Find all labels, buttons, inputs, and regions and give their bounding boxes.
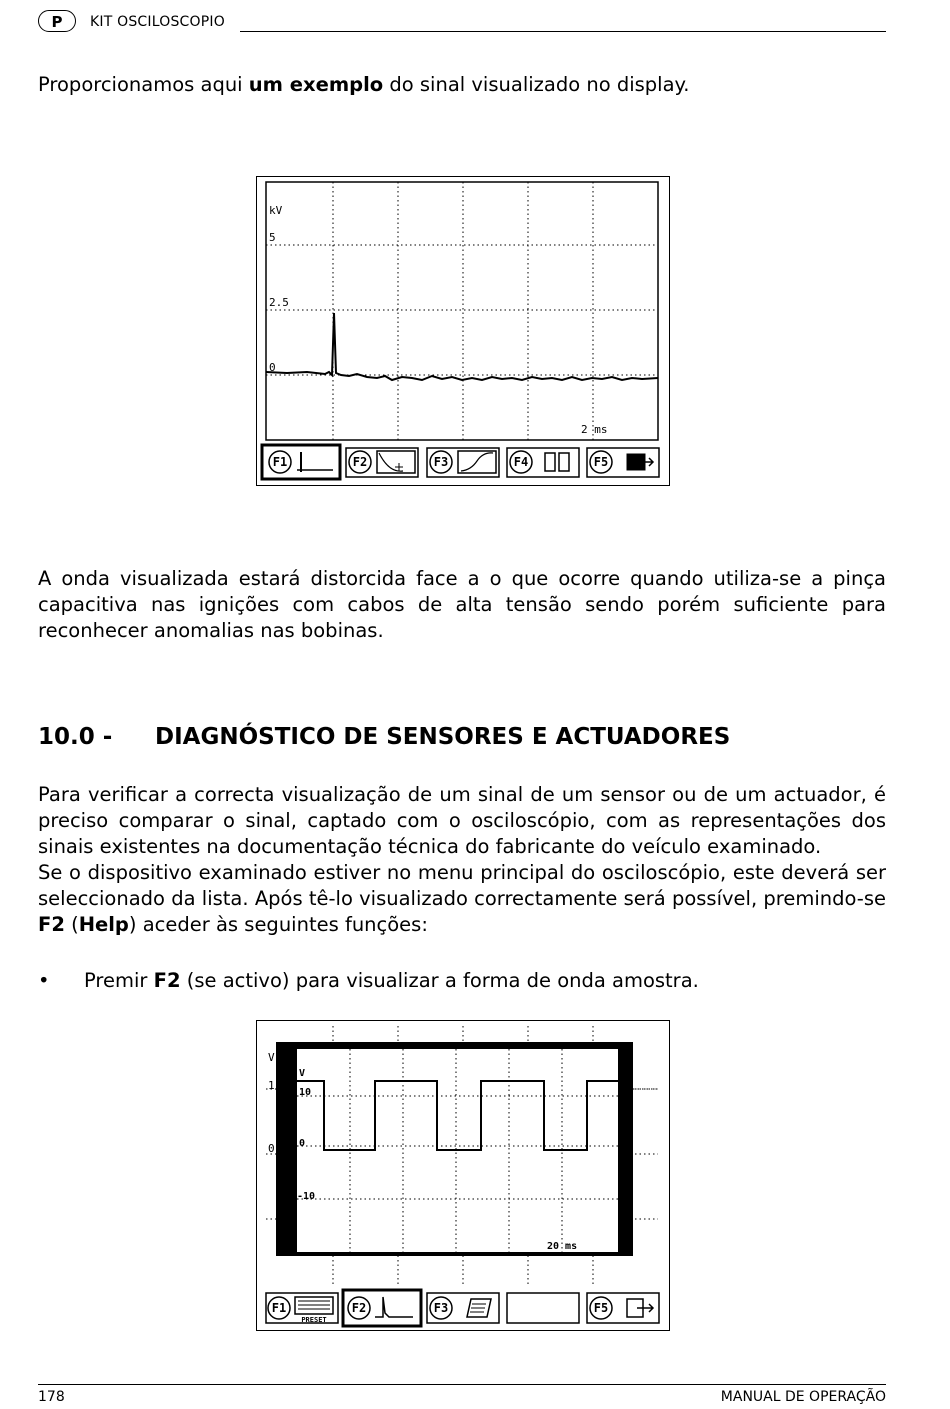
preset-label: PRESET: [301, 1316, 327, 1324]
help-function-paragraph: [38, 860, 886, 938]
section-number: 10.0 -: [38, 724, 113, 750]
language-badge: P: [38, 10, 76, 32]
f1-key-label-2: F1: [271, 1301, 287, 1315]
header-rule: [240, 31, 886, 32]
oscilloscope-screen-1: [256, 176, 670, 486]
intro-text-end: do sinal visualizado no display.: [383, 73, 690, 96]
bullet-item: [84, 968, 886, 994]
inner-tick-minus-10: -10: [297, 1191, 316, 1202]
section-title: DIAGNÓSTICO DE SENSORES E ACTUADORES: [155, 724, 731, 750]
outer-y-unit: V: [268, 1051, 275, 1064]
footer-rule: [38, 1384, 886, 1385]
verification-paragraph: Para verificar a correcta visualização de um sinal de um sensor ou de um actuador, é preciso comparar o sinal, captado com o osciloscópio, com as representações dos sinais existentes na documentação técnica do fabricante do veículo examinado.: [38, 783, 886, 858]
page-number: 178: [38, 1389, 65, 1405]
bullet-text: Premir: [84, 969, 154, 992]
inner-tick-10: 10: [299, 1087, 312, 1098]
oscilloscope-screen-2: [256, 1020, 670, 1331]
help-word: Help: [78, 913, 129, 936]
bullet-symbol: •: [38, 969, 50, 992]
y-tick-0: 0: [269, 361, 276, 374]
intro-bold: um exemplo: [248, 73, 384, 96]
inner-y-unit: V: [299, 1068, 306, 1079]
sample-waveform-plot: [257, 1021, 668, 1329]
waveform-note-paragraph: A onda visualizada estará distorcida face a o que ocorre quando utiliza-se a pinça capacitiva nas ignições com cabos de alta tensão sendo porém suficiente para reconhecer anomalias nas bobinas.: [38, 567, 886, 642]
time-scale-label: 2 ms: [581, 423, 608, 436]
inner-tick-0: 0: [299, 1138, 306, 1149]
intro-paragraph: [38, 72, 886, 98]
outer-tick-1: 1: [268, 1079, 275, 1092]
ignition-waveform-plot: [257, 177, 668, 484]
f3-key-label: F3: [433, 455, 449, 469]
f2-key-label: F2: [352, 455, 368, 469]
outer-tick-0: 0: [268, 1142, 275, 1155]
f2-key-label-2: F2: [351, 1301, 367, 1315]
time-scale-label-2: 20 ms: [547, 1241, 578, 1252]
help-key: F2: [38, 913, 65, 936]
f1-key-label: F1: [272, 455, 288, 469]
y-tick-2-5: 2.5: [269, 296, 289, 309]
bullet-key: F2: [153, 969, 181, 992]
y-tick-5: 5: [269, 231, 276, 244]
f3-key-label-2: F3: [433, 1301, 449, 1315]
f5-key-label: F5: [593, 455, 609, 469]
help-paren-open: (: [64, 913, 79, 936]
f5-key-label-2: F5: [593, 1301, 609, 1315]
f4-key-label: F4: [513, 455, 529, 469]
footer-title: MANUAL DE OPERAÇÃO: [720, 1389, 886, 1405]
intro-text: Proporcionamos aqui: [38, 73, 249, 96]
bullet-text-end: (se activo) para visualizar a forma de onda amostra.: [180, 969, 699, 992]
ignition-waveform: [266, 313, 658, 380]
y-unit-label: kV: [269, 204, 283, 217]
help-text: Se o dispositivo examinado estiver no menu principal do osciloscópio, este deverá ser seleccionado da lista. Após tê-lo visualizado correctamente será possível, premindo-se: [38, 861, 886, 910]
help-text-end: ) aceder às seguintes funções:: [128, 913, 428, 936]
header-title: KIT OSCILOSCOPIO: [90, 14, 225, 30]
